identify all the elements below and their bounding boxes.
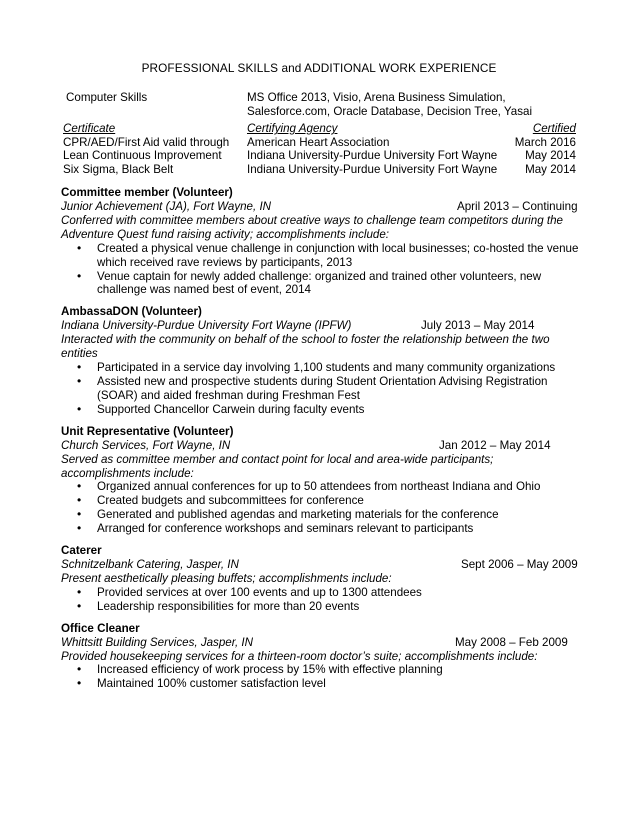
job-org-line xyxy=(61,200,581,214)
list-item: • Organized annual conferences for up to 50 attendees from northeast Indiana and Ohio xyxy=(61,480,581,494)
job-organization: Indiana University-Purdue University Fort Wayne (IPFW) xyxy=(61,319,352,333)
computer-skills-list: MS Office 2013, Visio, Arena Business Simulation, Salesforce.com, Oracle Database, Decision Tree, Yasai xyxy=(247,91,533,118)
certifications-header xyxy=(63,122,576,136)
list-item: • Participated in a service day involving 1,100 students and many community organizations xyxy=(61,361,581,375)
computer-skills-label: Computer Skills xyxy=(66,91,148,104)
job-organization: Whittsitt Building Services, Jasper, IN xyxy=(61,635,254,649)
job-organization: Junior Achievement (JA), Fort Wayne, IN xyxy=(61,199,272,213)
job-bullets xyxy=(61,586,581,614)
list-item: • Arranged for conference workshops and seminars relevant to participants xyxy=(61,522,581,536)
job-entry xyxy=(61,425,581,536)
job-org-line xyxy=(61,636,581,650)
list-item: • Generated and published agendas and marketing materials for the conference xyxy=(61,508,581,522)
job-org-line xyxy=(61,319,581,333)
header-certifying-agency: Certifying Agency xyxy=(247,122,338,135)
header-certificate: Certificate xyxy=(63,122,116,135)
work-experience xyxy=(61,186,581,699)
job-summary: Provided housekeeping services for a thirteen-room doctor’s suite; accomplishments include: xyxy=(61,649,538,663)
job-title: Committee member (Volunteer) xyxy=(61,186,233,199)
certification-row: Six Sigma, Black Belt Indiana University-Purdue University Fort Wayne May 2014 xyxy=(63,162,576,176)
job-title: Unit Representative (Volunteer) xyxy=(61,424,234,438)
job-dates: Jan 2012 – May 2014 xyxy=(439,438,551,452)
job-dates: April 2013 – Continuing xyxy=(457,199,578,213)
job-dates: July 2013 – May 2014 xyxy=(421,319,535,333)
job-entry xyxy=(61,186,581,297)
job-organization: Church Services, Fort Wayne, IN xyxy=(61,438,231,452)
certification-row: Lean Continuous Improvement Indiana University-Purdue University Fort Wayne May 2014 xyxy=(63,149,576,162)
header-certified: Certified xyxy=(532,122,576,135)
job-bullets xyxy=(61,480,581,536)
job-entry xyxy=(61,544,581,614)
job-title: Caterer xyxy=(61,544,102,558)
list-item: • Assisted new and prospective students during Student Orientation Advising Registration (SOAR) and aided freshman during Freshman Fest xyxy=(61,375,581,403)
list-item: • Supported Chancellor Carwein during faculty events xyxy=(61,403,581,417)
list-item: • Increased efficiency of work process by 15% with effective planning xyxy=(61,663,581,677)
job-org-line xyxy=(61,439,581,453)
list-item: • Provided services at over 100 events and up to 1300 attendees xyxy=(61,586,581,600)
list-item: • Leadership responsibilities for more than 20 events xyxy=(61,600,581,614)
job-entry xyxy=(61,305,581,416)
job-summary: Interacted with the community on behalf of the school to foster the relationship between the two entities xyxy=(61,333,550,361)
job-entry xyxy=(61,622,581,692)
list-item: • Created a physical venue challenge in conjunction with local businesses; co-hosted the venue which received rave reviews by participants, 2013 xyxy=(61,242,581,270)
job-bullets xyxy=(61,242,581,298)
certification-row: CPR/AED/First Aid valid through American Heart Association March 2016 xyxy=(63,135,576,149)
job-dates: Sept 2006 – May 2009 xyxy=(461,557,578,571)
job-title: Office Cleaner xyxy=(61,621,140,635)
list-item: • Maintained 100% customer satisfaction level xyxy=(61,677,581,691)
certifications-table xyxy=(63,122,576,176)
list-item: • Created budgets and subcommittees for conference xyxy=(61,494,581,508)
job-bullets xyxy=(61,663,581,691)
page-title: PROFESSIONAL SKILLS and ADDITIONAL WORK EXPERIENCE xyxy=(141,61,497,75)
job-dates: May 2008 – Feb 2009 xyxy=(455,635,568,649)
job-title: AmbassaDON (Volunteer) xyxy=(61,305,202,319)
job-summary: Served as committee member and contact point for local and area-wide participants; accomplishments include: xyxy=(61,452,494,480)
job-summary: Conferred with committee members about creative ways to challenge team competitors during the Adventure Quest fund raising activity; accomplishments include: xyxy=(61,213,563,241)
job-organization: Schnitzelbank Catering, Jasper, IN xyxy=(61,557,239,571)
job-org-line xyxy=(61,558,581,572)
job-bullets xyxy=(61,361,581,417)
list-item: • Venue captain for newly added challenge: organized and trained other volunteers, new challenge was named best of event, 2014 xyxy=(61,270,581,298)
job-summary: Present aesthetically pleasing buffets; accomplishments include: xyxy=(61,571,392,585)
